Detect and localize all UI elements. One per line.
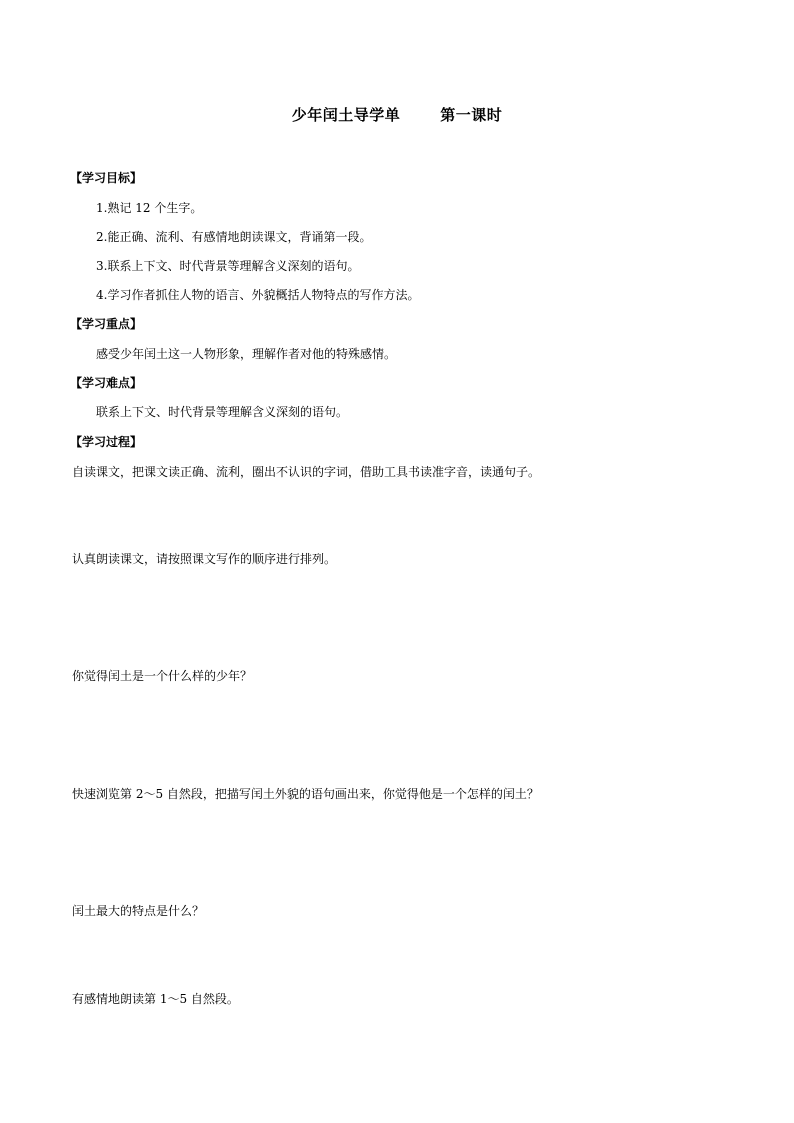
process-task-3: 你觉得闰土是一个什么样的少年？ — [72, 669, 253, 683]
objective-item-1: 1.熟记 12 个生字。 — [96, 201, 203, 215]
process-task-2: 认真朗读课文，请按照课文写作的顺序进行排列。 — [72, 552, 337, 566]
process-task-1: 自读课文，把课文读正确、流利，圈出不认识的字词，借助工具书读准字音，读通句子。 — [72, 465, 541, 479]
objective-item-4: 4.学习作者抓住人物的语言、外貌概括人物特点的写作方法。 — [96, 288, 420, 302]
process-task-6: 有感情地朗读第 1～5 自然段。 — [72, 992, 239, 1006]
objective-item-2: 2.能正确、流利、有感情地朗读课文，背诵第一段。 — [96, 230, 372, 244]
key-points-text: 感受少年闰土这一人物形象，理解作者对他的特殊感情。 — [96, 347, 397, 361]
objective-item-3: 3.联系上下文、时代背景等理解含义深刻的语句。 — [96, 259, 360, 273]
difficulties-text: 联系上下文、时代背景等理解含义深刻的语句。 — [96, 405, 349, 419]
process-heading: 【学习过程】 — [70, 435, 143, 449]
page-title: 少年闰土导学单 第一课时 — [291, 106, 503, 124]
process-task-4: 快速浏览第 2～5 自然段，把描写闰土外貌的语句画出来，你觉得他是一个怎样的闰土？ — [72, 787, 539, 801]
key-points-heading: 【学习重点】 — [70, 317, 143, 331]
objectives-heading: 【学习目标】 — [70, 171, 143, 185]
process-task-5: 闰土最大的特点是什么？ — [72, 904, 205, 918]
difficulties-heading: 【学习难点】 — [70, 376, 143, 390]
